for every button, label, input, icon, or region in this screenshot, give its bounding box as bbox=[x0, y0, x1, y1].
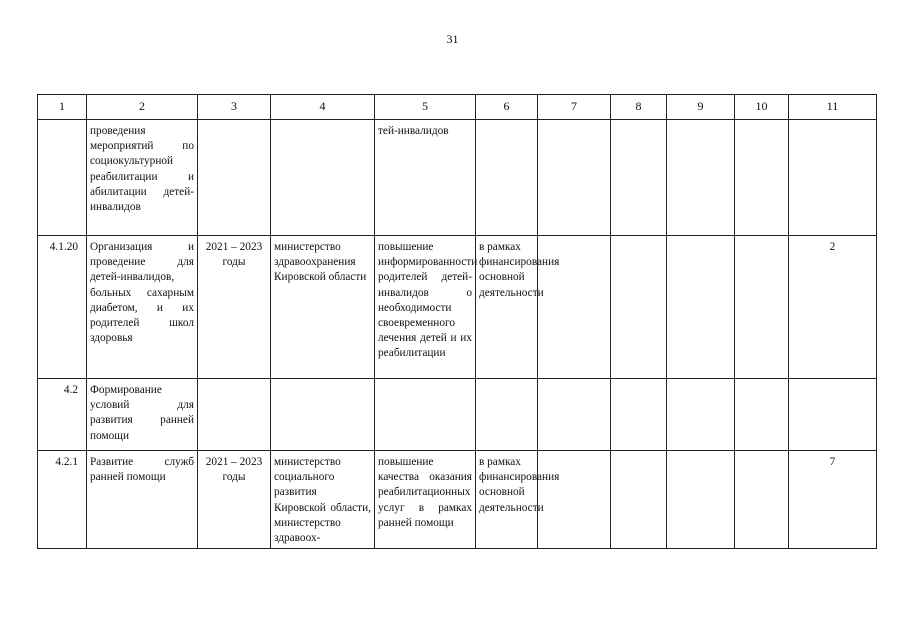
financing bbox=[476, 120, 538, 236]
row-number: 4.2.1 bbox=[38, 451, 87, 549]
cell-col-8 bbox=[611, 451, 667, 549]
column-header: 2 bbox=[87, 95, 198, 120]
column-header: 9 bbox=[667, 95, 735, 120]
financing: в рамках финансирования основной деятельности bbox=[476, 451, 538, 549]
cell-col-11: 2 bbox=[789, 236, 877, 379]
page-number: 31 bbox=[446, 32, 459, 46]
row-number: 4.2 bbox=[38, 379, 87, 451]
table-row bbox=[38, 451, 877, 549]
cell-col-11 bbox=[789, 120, 877, 236]
executor bbox=[271, 379, 375, 451]
cell-col-11: 7 bbox=[789, 451, 877, 549]
cell-col-10 bbox=[735, 236, 789, 379]
expected-result: повышение качества оказания реабилитационных услуг в рамках ранней помощи bbox=[375, 451, 476, 549]
cell-col-10 bbox=[735, 379, 789, 451]
activity-name: Развитие служб ранней помощи bbox=[87, 451, 198, 549]
cell-col-10 bbox=[735, 120, 789, 236]
activity-plan-table bbox=[37, 94, 877, 549]
table-header-row bbox=[38, 95, 877, 120]
column-header: 3 bbox=[198, 95, 271, 120]
cell-col-7 bbox=[538, 120, 611, 236]
cell-col-7 bbox=[538, 379, 611, 451]
expected-result bbox=[375, 379, 476, 451]
period: 2021 – 2023 годы bbox=[198, 236, 271, 379]
column-header: 1 bbox=[38, 95, 87, 120]
row-number bbox=[38, 120, 87, 236]
period bbox=[198, 379, 271, 451]
cell-col-10 bbox=[735, 451, 789, 549]
activity-name: Организация и проведение для детей-инвалидов, больных сахарным диабетом, и их родителей школ здоровья bbox=[87, 236, 198, 379]
column-header: 6 bbox=[476, 95, 538, 120]
table-row bbox=[38, 120, 877, 236]
column-header: 7 bbox=[538, 95, 611, 120]
column-header: 4 bbox=[271, 95, 375, 120]
cell-col-9 bbox=[667, 379, 735, 451]
executor: министерство социального развития Кировской области, министерство здравоох- bbox=[271, 451, 375, 549]
period: 2021 – 2023 годы bbox=[198, 451, 271, 549]
cell-col-8 bbox=[611, 379, 667, 451]
cell-col-7 bbox=[538, 451, 611, 549]
row-number: 4.1.20 bbox=[38, 236, 87, 379]
executor: министерство здравоохранения Кировской области bbox=[271, 236, 375, 379]
cell-col-8 bbox=[611, 236, 667, 379]
table-row bbox=[38, 236, 877, 379]
cell-col-9 bbox=[667, 451, 735, 549]
cell-col-9 bbox=[667, 236, 735, 379]
table-row bbox=[38, 379, 877, 451]
activity-name: проведения мероприятий по социокультурной реабилитации и абилитации детей-инвалидов bbox=[87, 120, 198, 236]
column-header: 5 bbox=[375, 95, 476, 120]
expected-result: повышение информированности родителей детей-инвалидов о необходимости своевременного лечения детей и их реабилитации bbox=[375, 236, 476, 379]
period bbox=[198, 120, 271, 236]
activity-name: Формирование условий для развития ранней помощи bbox=[87, 379, 198, 451]
executor bbox=[271, 120, 375, 236]
financing bbox=[476, 379, 538, 451]
expected-result: тей-инвалидов bbox=[375, 120, 476, 236]
financing: в рамках финансирования основной деятельности bbox=[476, 236, 538, 379]
cell-col-8 bbox=[611, 120, 667, 236]
column-header: 11 bbox=[789, 95, 877, 120]
cell-col-9 bbox=[667, 120, 735, 236]
column-header: 10 bbox=[735, 95, 789, 120]
column-header: 8 bbox=[611, 95, 667, 120]
cell-col-11 bbox=[789, 379, 877, 451]
